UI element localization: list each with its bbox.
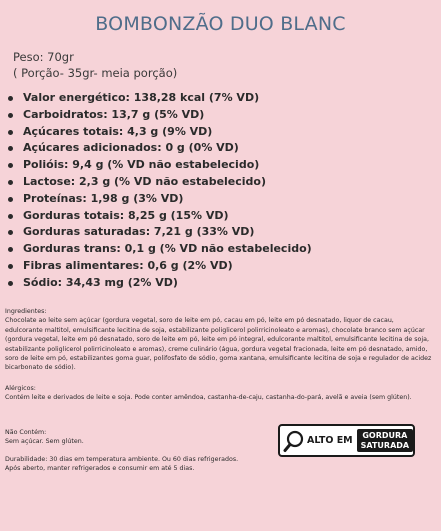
badge-nutrient-box xyxy=(357,429,413,452)
weight-text: Peso: 70gr xyxy=(13,50,74,64)
badge-line-1: GORDURA xyxy=(362,431,408,440)
nutrition-item: Lactose: 2,3 g (% VD não estabelecido) xyxy=(0,174,312,191)
badge-line-2: SATURADA xyxy=(360,440,410,450)
magnifier-icon xyxy=(283,429,305,453)
nutrition-item: Carboidratos: 13,7 g (5% VD) xyxy=(0,107,312,124)
allergens-section xyxy=(5,384,433,403)
nutrition-item: Fibras alimentares: 0,6 g (2% VD) xyxy=(0,258,312,275)
product-title: BOMBONZÃO DUO BLANC xyxy=(95,13,346,35)
durability-line-1: Durabilidade: 30 dias em temperatura ambiente. Ou 60 dias refrigerados. xyxy=(5,456,239,463)
weight-info xyxy=(13,49,177,81)
allergens-text: Contém leite e derivados de leite e soja. Pode conter amêndoa, castanha-de-caju, castanha-do-pará, avelã e aveia (sem glúten). xyxy=(5,394,412,402)
nutrition-item: Gorduras totais: 8,25 g (15% VD) xyxy=(0,208,312,225)
nutrition-item: Gorduras saturadas: 7,21 g (33% VD) xyxy=(0,224,312,241)
no-contains-section xyxy=(5,428,265,447)
ingredients-text: Chocolate ao leite sem açúcar (gordura vegetal, soro de leite em pó, cacau em pó, leite em pó desnatado, liquor de cacau, edulcorante maltitol, emulsificante lecitina de soja, estabilizante poliglicerol polirricinoleato e aromas), chocolate branco sem açúcar (gordura vegetal, leite em pó desnatado, soro de leite em pó, leite em pó integral, edulcorante maltitol, emulsificante lecitina de soja, estabilizante poliglicerol polirricinoleato e aromas), creme culinário (água, gordura vegetal fracionada, leite em pó desnatado, amido, soro de leite em pó, estabilizantes goma guar, polifosfato de sódio, goma xantana, emulsificante lecitina de soja e regulador de acidez bicarbonato de sódio). xyxy=(5,317,432,372)
nutrition-list xyxy=(0,90,312,292)
nutrition-item: Polióis: 9,4 g (% VD não estabelecido) xyxy=(0,157,312,174)
portion-text: ( Porção- 35gr- meia porção) xyxy=(13,66,178,80)
durability-section xyxy=(5,455,265,474)
nutrition-item: Gorduras trans: 0,1 g (% VD não estabelecido) xyxy=(0,241,312,258)
allergens-heading: Alérgicos: xyxy=(5,385,36,392)
durability-line-2: Após aberto, manter refrigerados e consumir em até 5 dias. xyxy=(5,465,195,473)
nutrition-item: Açúcares adicionados: 0 g (0% VD) xyxy=(0,140,312,157)
nutrition-item: Valor energético: 138,28 kcal (7% VD) xyxy=(0,90,312,107)
no-contains-text: Sem açúcar. Sem glúten. xyxy=(5,438,84,446)
nutrition-item: Proteínas: 1,98 g (3% VD) xyxy=(0,191,312,208)
no-contains-heading: Não Contém: xyxy=(5,429,47,436)
nutrition-item: Açúcares totais: 4,3 g (9% VD) xyxy=(0,124,312,141)
nutrition-item: Sódio: 34,43 mg (2% VD) xyxy=(0,275,312,292)
ingredients-section xyxy=(5,307,433,373)
badge-alto-em: ALTO EM xyxy=(307,435,353,446)
high-saturated-fat-badge xyxy=(278,424,415,457)
ingredients-heading: Ingredientes: xyxy=(5,308,47,315)
